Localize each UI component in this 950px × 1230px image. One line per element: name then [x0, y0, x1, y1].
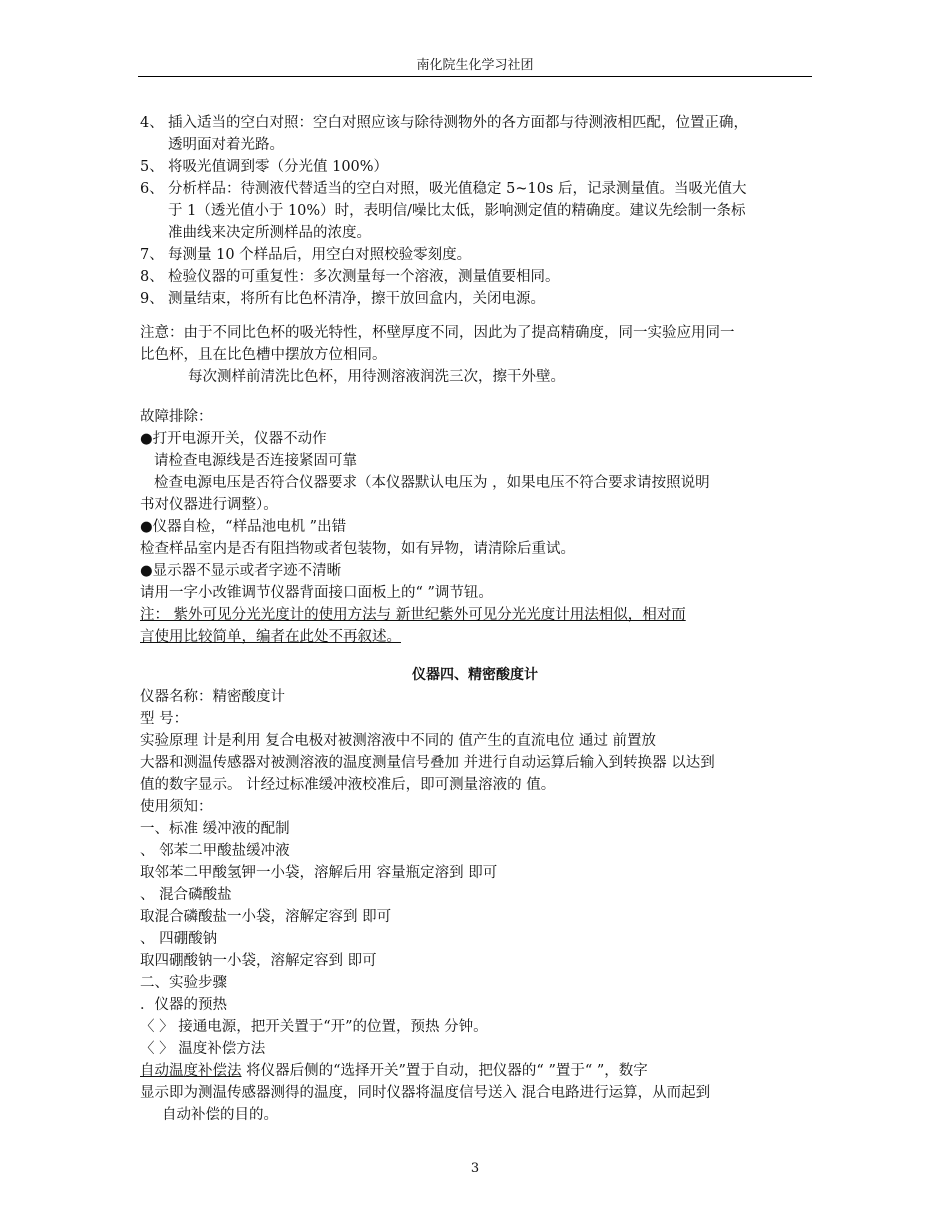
preheat-heading: ．仪器的预热 [140, 997, 227, 1013]
note-line-1: 注意：由于不同比色杯的吸光特性，杯壁厚度不同，因此为了提高精确度，同一实验应用同一 [140, 325, 735, 341]
step-7: 7、 每测量 10 个样品后，用空白对照校验零刻度。 [140, 247, 472, 263]
buffer-a-desc: 取邻苯二甲酸氢钾一小袋，溶解后用 容量瓶定溶到 即可 [140, 865, 498, 881]
instrument-model: 型 号： [140, 711, 189, 727]
step-5: 5、 将吸光值调到零（分光值 100%） [140, 159, 389, 175]
buffer-b-desc: 取混合磷酸盐一小袋，溶解定容到 即可 [140, 909, 392, 925]
buffer-c-title: 、 四硼酸钠 [140, 931, 218, 947]
preheat-step-1: 〈 〉 接通电源，把开关置于“开”的位置，预热 分钟。 [140, 1019, 488, 1035]
editor-note-line-2: 言使用比较简单，编者在此处不再叙述。 [140, 629, 401, 645]
page-header: 南化院生化学习社团 [416, 58, 534, 73]
trouble-bullet-2: ●仪器自检，“样品池电机 ”出错 [140, 519, 347, 535]
trouble-1-line-3: 书对仪器进行调整）。 [140, 497, 278, 513]
header-rule [138, 76, 812, 77]
buffer-b-title: 、 混合磷酸盐 [140, 887, 232, 903]
usage-notice: 使用须知： [140, 799, 213, 815]
section-title: 仪器四、精密酸度计 [412, 667, 538, 683]
step-6-cont-2: 准曲线来决定所测样品的浓度。 [168, 225, 371, 241]
preheat-step-2: 〈 〉 温度补偿方法 [140, 1041, 266, 1057]
buffer-heading: 一、标准 缓冲液的配制 [140, 821, 290, 837]
trouble-1-line-2: 检查电源电压是否符合仪器要求（本仪器默认电压为 ，如果电压不符合要求请按照说明 [154, 475, 710, 491]
step-4-cont: 透明面对着光路。 [168, 137, 284, 153]
auto-comp-line-3: 自动补偿的目的。 [162, 1107, 278, 1123]
trouble-bullet-3: ●显示器不显示或者字迹不清晰 [140, 563, 342, 579]
step-4: 4、 插入适当的空白对照：空白对照应该与除待测物外的各方面都与待测液相匹配，位置正确， [140, 115, 748, 131]
buffer-c-desc: 取四硼酸钠一小袋，溶解定容到 即可 [140, 953, 377, 969]
trouble-2-line-1: 检查样品室内是否有阻挡物或者包装物，如有异物，请清除后重试。 [140, 541, 575, 557]
auto-comp-line-1: 自动温度补偿法 将仪器后侧的“选择开关”置于自动，把仪器的“ ”置于“ ”，数字 [140, 1063, 648, 1079]
step-8: 8、 检验仪器的可重复性：多次测量每一个溶液，测量值要相同。 [140, 269, 560, 285]
page-number: 3 [470, 1161, 480, 1176]
trouble-3-line-1: 请用一字小改锥调节仪器背面接口面板上的“ ”调节钮。 [140, 585, 493, 601]
editor-note-line-1: 注： 紫外可见分光光度计的使用方法与 新世纪紫外可见分光光度计用法相似，相对而 [140, 607, 686, 623]
principle-line-3: 值的数字显示。 计经过标准缓冲液校准后，即可测量溶液的 值。 [140, 777, 556, 793]
procedure-heading: 二、实验步骤 [140, 975, 227, 991]
auto-comp-line-2: 显示即为测温传感器测得的温度，同时仪器将温度信号送入 混合电路进行运算，从而起到 [140, 1085, 711, 1101]
buffer-a-title: 、 邻苯二甲酸盐缓冲液 [140, 843, 290, 859]
trouble-1-line-1: 请检查电源线是否连接紧固可靠 [154, 453, 357, 469]
principle-line-1: 实验原理 计是利用 复合电极对被测溶液中不同的 值产生的直流电位 通过 前置放 [140, 733, 657, 749]
step-6: 6、 分析样品：待测液代替适当的空白对照，吸光值稳定 5~10s 后，记录测量值。当吸光值大 [140, 181, 747, 197]
instrument-name: 仪器名称：精密酸度计 [140, 689, 285, 705]
auto-comp-label: 自动温度补偿法 [140, 1063, 242, 1079]
note-line-2: 比色杯，且在比色槽中摆放方位相同。 [140, 347, 387, 363]
troubleshooting-title: 故障排除： [140, 409, 213, 425]
principle-line-2: 大器和测温传感器对被测溶液的温度测量信号叠加 并进行自动运算后输入到转换器 以达到 [140, 755, 715, 771]
step-6-cont-1: 于 1（透光值小于 10%）时，表明信/噪比太低，影响测定值的精确度。建议先绘制一条标 [168, 203, 746, 219]
step-9: 9、 测量结束，将所有比色杯清净，擦干放回盒内，关闭电源。 [140, 291, 545, 307]
trouble-bullet-1: ●打开电源开关，仪器不动作 [140, 431, 327, 447]
note-line-3: 每次测样前清洗比色杯，用待测溶液润洗三次，擦干外壁。 [188, 369, 565, 385]
